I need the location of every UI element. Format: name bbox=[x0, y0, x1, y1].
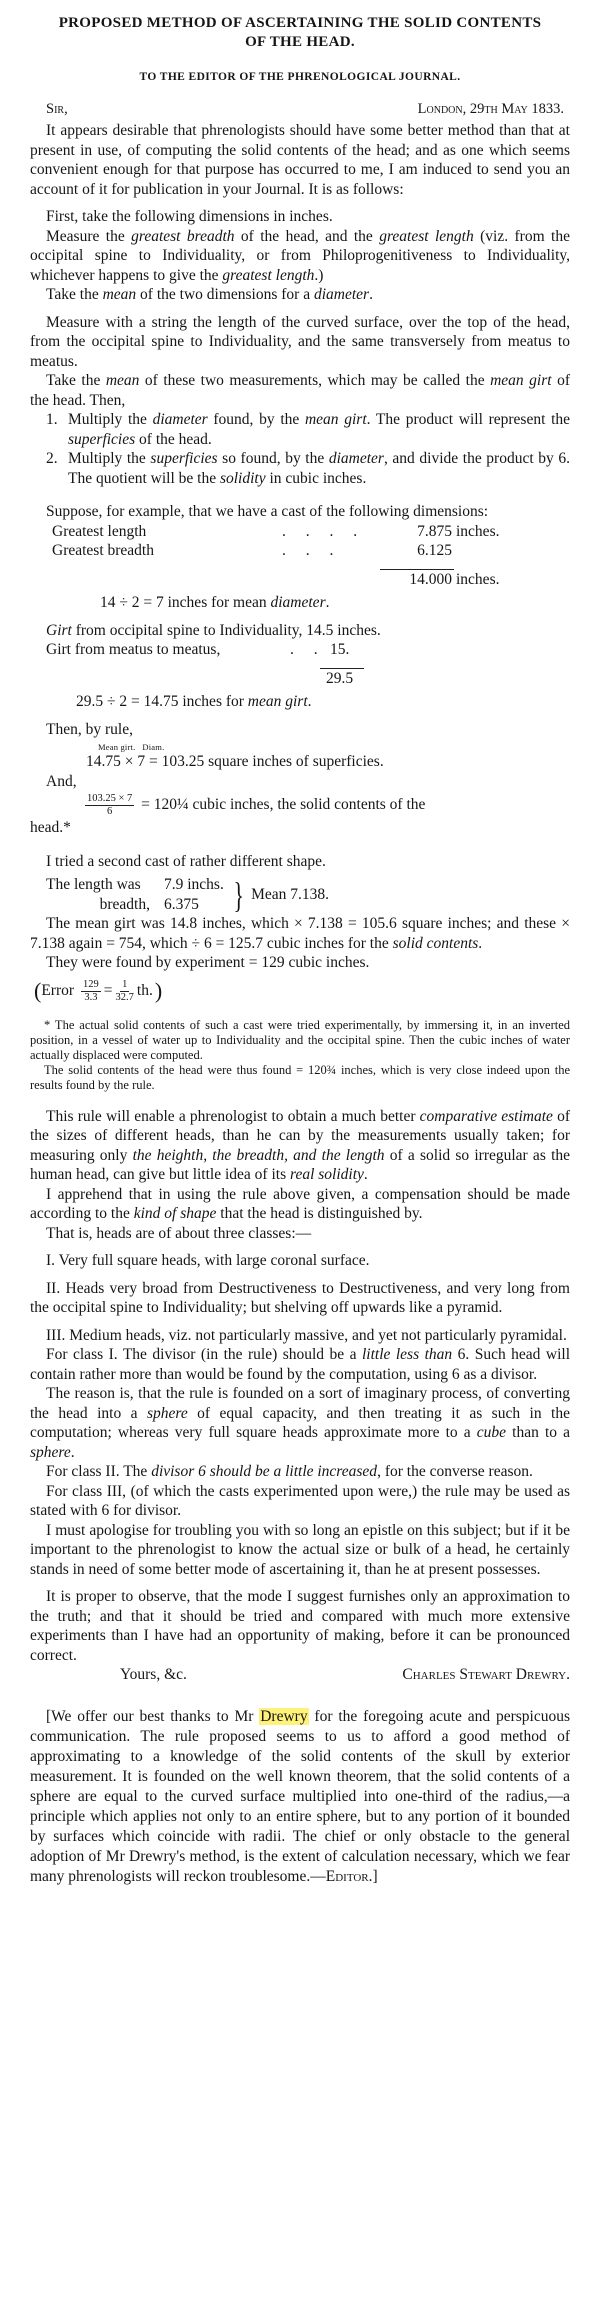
salutation: Sir, bbox=[46, 100, 68, 117]
for-class-three: For class III, (of which the casts experimented upon were,) the rule may be used as stated with 6 for divisor. bbox=[30, 1482, 570, 1519]
text-span: . bbox=[325, 594, 330, 611]
emphasis: cube bbox=[476, 1424, 507, 1441]
second-cast-intro: I tried a second cast of rather different shape. bbox=[46, 852, 326, 870]
text-span: Measure the bbox=[46, 227, 132, 245]
paren-close: ) bbox=[154, 978, 163, 1004]
emphasis: greatest length bbox=[222, 266, 315, 284]
and-line: And, bbox=[46, 772, 77, 790]
sum-value: 14.000 bbox=[409, 570, 452, 588]
girt-line-one bbox=[30, 621, 570, 641]
step-text bbox=[68, 449, 570, 488]
reason-paragraph bbox=[30, 1384, 570, 1462]
emphasis: diameter bbox=[152, 411, 208, 428]
emphasis: greatest length bbox=[379, 227, 474, 245]
emphasis: mean bbox=[102, 286, 137, 303]
leader-dots: . . . . bbox=[282, 522, 366, 540]
length-label: The length was bbox=[46, 876, 141, 893]
sum-row bbox=[52, 570, 570, 590]
text-span: 6. Such head will contain rather more than would be found by the computation, using 6 as a divisor. bbox=[30, 1346, 571, 1383]
fraction-top: 103.25 × 7 bbox=[87, 793, 133, 804]
text-span: [We offer our best thanks to Mr bbox=[46, 1707, 260, 1725]
text-span: . bbox=[307, 693, 312, 710]
diameter-equation bbox=[100, 593, 570, 613]
row-value: 15. bbox=[330, 641, 350, 658]
length-row bbox=[46, 875, 224, 895]
spacer bbox=[282, 570, 382, 590]
row-value: 6.125 bbox=[417, 542, 452, 559]
diam-label: Diam. bbox=[142, 742, 165, 752]
text-span: of a solid so irregular as the human head, can give but little idea of its bbox=[30, 1146, 571, 1183]
text-span: I apprehend that in using the rule above given, a compensation should be made according to the bbox=[30, 1185, 570, 1222]
editor-signature: Editor. bbox=[325, 1867, 373, 1885]
footnote-paragraph-1: * The actual solid contents of such a cast were tried experimentally, by immersing it, in an inverted position, in a vessel of water up to Individuality and the occipital spine. Then the cubic inches of water actually displaced were computed. bbox=[30, 1017, 570, 1062]
emphasis: the heighth, the breadth, and the length bbox=[132, 1146, 385, 1164]
emphasis: diameter bbox=[328, 450, 384, 467]
text-span: of the head, and the bbox=[234, 227, 380, 245]
solid-fraction bbox=[85, 793, 134, 818]
article-subtitle: TO THE EDITOR OF THE PHRENOLOGICAL JOURNAL. bbox=[139, 71, 461, 83]
text-span: for the foregoing acute and perspicuous communication. The rule proposed seems to us to afford a good method of approximating to a knowledge of the solid contents of the skull by exterior measurement. It is founded on the well known theorem, that the solid contents of a sphere are equal to the curved surface multiplied into one-third of the radius,—a principle which applies not only to an entire sphere, but to any portion of it bounded by surfaces which coincide with radii. The chief or only obstacle to the general adoption of Mr Drewry's method, is the extent of calculation necessary, which we fear many phrenologists will reckon troublesome.— bbox=[30, 1707, 570, 1885]
text-span: For class II. The bbox=[46, 1463, 152, 1480]
emphasis: divisor 6 should be a little increased bbox=[151, 1463, 378, 1480]
fraction-bottom: 3.3 bbox=[84, 991, 98, 1003]
row-label: Girt from meatus to meatus, bbox=[46, 641, 221, 658]
error-label: Error bbox=[41, 982, 75, 1000]
text-span: of the two dimensions for a bbox=[136, 286, 314, 303]
row-label: Greatest breadth bbox=[52, 542, 154, 559]
step-number: 1. bbox=[46, 411, 58, 428]
emphasis: mean girt bbox=[247, 693, 308, 710]
then-rule: Then, by rule, bbox=[46, 720, 133, 738]
class-three: III. Medium heads, viz. not particularly massive, and yet not particularly pyramidal. bbox=[46, 1326, 567, 1344]
apologise-paragraph: I must apologise for troubling you with so long an epistle on this subject; but if it be important to the phrenologist to know the actual size or bulk of a head, he certainly stands in need of some better mode of ascertaining it, than he at present possesses. bbox=[30, 1521, 570, 1578]
text-span: . bbox=[478, 934, 483, 952]
superficies-equation: 14.75 × 7 = 103.25 square inches of superficies. bbox=[86, 753, 384, 770]
text-span: This rule will enable a phrenologist to obtain a much better bbox=[46, 1107, 420, 1125]
emphasis: Girt bbox=[46, 621, 72, 639]
first-line: First, take the following dimensions in inches. bbox=[46, 208, 333, 225]
solid-result: = 120¼ cubic inches, the solid contents of the bbox=[141, 796, 426, 814]
row-unit: inches. bbox=[456, 522, 500, 540]
row-label: Greatest length bbox=[52, 522, 147, 540]
suppose-paragraph: Suppose, for example, that we have a cast of the following dimensions: bbox=[46, 503, 489, 520]
step-one bbox=[46, 410, 570, 449]
small-column-labels bbox=[98, 743, 570, 752]
text-span: . bbox=[369, 286, 373, 303]
measure-string-paragraph: Measure with a string the length of the curved surface, over the top of the head, from the occipital spine to Individuality, and the same transversely from meatus to meatus. bbox=[30, 313, 570, 370]
text-span: of these two measurements, which may be called the bbox=[139, 372, 491, 389]
breadth-row bbox=[46, 895, 224, 915]
closing-line bbox=[30, 1665, 570, 1685]
emphasis: little less than bbox=[361, 1346, 453, 1363]
mean-girt-equation bbox=[76, 692, 570, 712]
text-span: of the head. bbox=[135, 430, 212, 448]
emphasis: superficies bbox=[68, 430, 136, 448]
error-fraction-2 bbox=[116, 979, 134, 1004]
error-expression bbox=[34, 979, 570, 1004]
emphasis: real solidity bbox=[289, 1166, 364, 1183]
class-two: II. Heads very broad from Destructiveness to Destructiveness, and very long from the occipital spine to Individuality; but shelving off upwards like a pyramid. bbox=[30, 1279, 570, 1316]
fraction-bottom: 32.7 bbox=[115, 991, 134, 1003]
emphasis: diameter bbox=[313, 286, 370, 303]
mean-girt-label: Mean girt. bbox=[98, 742, 136, 752]
text-span: For class I. The divisor (in the rule) should be a bbox=[46, 1346, 362, 1363]
experiment-line: They were found by experiment = 129 cubic inches. bbox=[46, 954, 370, 971]
text-span: , and divide the product by 6. The quotient will be the bbox=[68, 450, 570, 487]
emphasis: sphere bbox=[30, 1443, 71, 1461]
text-span: The reason is, that the rule is founded on a sort of imaginary process, of converting the head into a bbox=[30, 1385, 570, 1422]
text-span: The mean girt was 14.8 inches, which × 7.138 = 105.6 square inches; and these × 7.138 again = 754, which ÷ 6 = 125.7 cubic inches for the bbox=[30, 915, 570, 952]
emphasis: superficies bbox=[150, 450, 218, 467]
take-mean-girt-paragraph bbox=[30, 371, 570, 410]
text-span: . bbox=[363, 1166, 368, 1183]
text-span: Take the bbox=[46, 286, 103, 303]
measure-paragraph bbox=[30, 227, 570, 286]
example-row-breadth bbox=[52, 541, 570, 561]
text-span: 29.5 ÷ 2 = 14.75 inches for bbox=[76, 693, 248, 710]
text-span: Multiply the bbox=[68, 411, 153, 428]
emphasis: diameter bbox=[270, 594, 326, 611]
signature: Charles Stewart Drewry. bbox=[402, 1666, 570, 1683]
error-suffix: th. bbox=[136, 982, 153, 1000]
second-cast-dimensions bbox=[46, 875, 570, 914]
text-span: . bbox=[70, 1443, 75, 1461]
text-span: in cubic inches. bbox=[265, 469, 367, 487]
length-value: 7.9 inchs. bbox=[164, 876, 224, 893]
mean-girt-paragraph bbox=[30, 914, 570, 953]
for-class-one bbox=[30, 1345, 570, 1384]
dimension-rows bbox=[46, 875, 224, 914]
breadth-value: 6.375 bbox=[164, 895, 199, 913]
row-value: 7.875 bbox=[417, 522, 452, 540]
text-span: , for the converse reason. bbox=[377, 1463, 533, 1480]
proper-paragraph: It is proper to observe, that the mode I suggest furnishes only an approximation to the truth; and that it should be tried and compared with much more extensive experiments than I have had an opportunity of making, before it can be pronounced correct. bbox=[30, 1588, 570, 1664]
breadth-label: breadth, bbox=[99, 895, 150, 913]
text-span: of equal capacity, and then treating it as such in the computation; whereas very full square heads approximate more to a bbox=[30, 1404, 570, 1441]
head-word: head.* bbox=[30, 819, 71, 836]
footnote-paragraph-2: The solid contents of the head were thus found = 120¾ inches, which is very close indeed upon the results found by the rule. bbox=[30, 1062, 570, 1092]
emphasis: comparative estimate bbox=[419, 1107, 553, 1125]
emphasis: mean girt bbox=[304, 411, 367, 428]
apprehend-paragraph bbox=[30, 1185, 570, 1224]
text-span: Multiply the bbox=[68, 450, 151, 467]
highlighted-name: Drewry bbox=[260, 1707, 308, 1725]
text-span: than to a bbox=[506, 1424, 570, 1441]
class-one: I. Very full square heads, with large coronal surface. bbox=[46, 1252, 370, 1269]
emphasis: greatest breadth bbox=[131, 227, 235, 245]
text-span: 14 ÷ 2 = 7 inches for mean bbox=[100, 594, 271, 611]
brace-icon: } bbox=[233, 874, 244, 915]
girt-line-two bbox=[46, 640, 570, 660]
text-span: . The product will represent the bbox=[366, 411, 571, 428]
step-text bbox=[68, 410, 570, 449]
sum-unit: inches. bbox=[456, 570, 500, 588]
emphasis: solid contents bbox=[392, 934, 479, 952]
leader-dots: . . . bbox=[282, 542, 342, 559]
text-span: of the sizes of different heads, than he can by the measurements usually taken; for measuring only bbox=[30, 1107, 570, 1164]
mean-value: Mean 7.138. bbox=[251, 885, 330, 903]
take-mean-paragraph bbox=[30, 285, 570, 305]
error-fraction-1 bbox=[81, 979, 101, 1004]
text-span: ] bbox=[372, 1867, 378, 1885]
step-number: 2. bbox=[46, 450, 58, 467]
intro-paragraph: It appears desirable that phrenologists should have some better method than that at present in use, of computing the solid contents of the head; and as one which seems convenient enough for that purpose has occurred to me, I am induced to send you an account of it for publication in your Journal. It is as follows: bbox=[30, 122, 570, 198]
emphasis: solidity bbox=[219, 469, 266, 487]
three-classes: That is, heads are of about three classes:— bbox=[46, 1224, 312, 1242]
rule-paragraph bbox=[30, 1107, 570, 1185]
solid-equation bbox=[82, 793, 570, 818]
text-span: found, by the bbox=[207, 411, 305, 428]
fraction-top: 1 bbox=[122, 978, 128, 990]
emphasis: sphere bbox=[146, 1404, 188, 1422]
for-class-two bbox=[30, 1462, 570, 1482]
text-span: of the head. Then, bbox=[30, 372, 570, 409]
salutation-line bbox=[46, 100, 564, 120]
step-two bbox=[46, 449, 570, 488]
equals-sign: = bbox=[103, 982, 113, 1000]
text-span: (viz. from the occipital spine to Individuality, or from Philoprogenitiveness to Individuality, whichever happens to give the bbox=[30, 227, 570, 284]
editor-note bbox=[30, 1707, 570, 1887]
example-row-length bbox=[52, 522, 570, 542]
article-title: PROPOSED METHOD OF ASCERTAINING THE SOLID CONTENTS OF THE HEAD. bbox=[58, 15, 542, 50]
emphasis: mean girt bbox=[490, 372, 552, 389]
footnote bbox=[30, 1018, 570, 1093]
fraction-bottom: 6 bbox=[107, 806, 113, 817]
fraction-top: 129 bbox=[83, 978, 99, 990]
girt-sum: 29.5 bbox=[326, 669, 354, 687]
text-span: that the head is distinguished by. bbox=[216, 1205, 423, 1222]
yours: Yours, &c. bbox=[120, 1666, 187, 1683]
emphasis: mean bbox=[105, 372, 140, 389]
paren-open: ( bbox=[34, 978, 42, 1004]
text-span: from occipital spine to Individuality, 14.5 inches. bbox=[71, 621, 381, 639]
text-span: so found, by the bbox=[217, 450, 329, 467]
text-span: .) bbox=[314, 266, 324, 284]
text-span: Take the bbox=[46, 372, 106, 389]
leader-dots: . . bbox=[290, 641, 326, 658]
dateline: London, 29th May 1833. bbox=[417, 100, 564, 117]
emphasis: kind of shape bbox=[133, 1205, 217, 1222]
spacer bbox=[52, 570, 282, 590]
